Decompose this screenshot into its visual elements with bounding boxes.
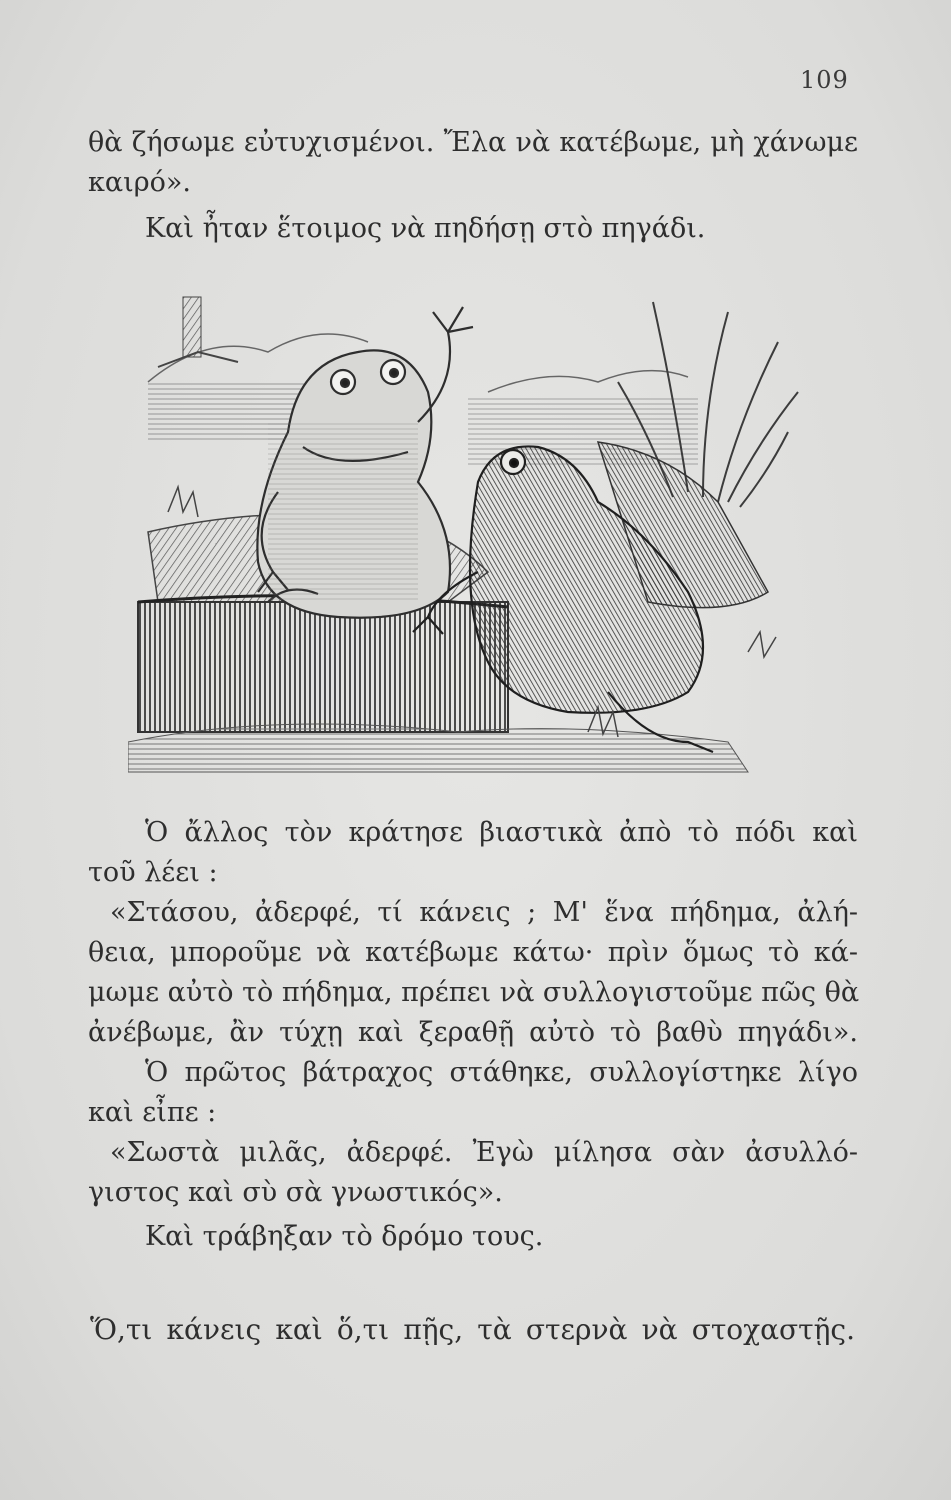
text-line: θὰ ζήσωμε εὐτυχισμένοι. Ἔλα νὰ κατέβωμε, μὴ χάνωμε bbox=[88, 127, 858, 158]
text-line: τοῦ λέει : bbox=[88, 857, 218, 888]
two-frogs-at-well-illustration bbox=[128, 272, 818, 782]
text-line: Καὶ ἦταν ἕτοιμος νὰ πηδήσῃ στὸ πηγάδι. bbox=[145, 213, 706, 244]
moral-line: Ὅ,τι κάνεις καὶ ὅ,τι πῇς, τὰ στερνὰ νὰ στοχαστῇς. bbox=[90, 1313, 855, 1346]
text-line: καιρό». bbox=[88, 167, 191, 198]
text-line: γιστος καὶ σὺ σὰ γνωστικός». bbox=[88, 1177, 503, 1208]
page-number: 109 bbox=[800, 66, 849, 94]
text-line: Ὁ πρῶτος βάτραχος στάθηκε, συλλογίστηκε λίγο bbox=[145, 1057, 858, 1088]
text-line: μωμε αὐτὸ τὸ πήδημα, πρέπει νὰ συλλογιστοῦμε πῶς θὰ bbox=[88, 977, 860, 1008]
text-line: «Σωστὰ μιλᾶς, ἀδερφέ. Ἐγὼ μίλησα σὰν ἀσυλλό- bbox=[110, 1137, 858, 1168]
text-line: καὶ εἶπε : bbox=[88, 1097, 217, 1128]
text-line: «Στάσου, ἀδερφέ, τί κάνεις ; Μ' ἕνα πήδημα, ἀλή- bbox=[110, 897, 858, 928]
text-line: Ὁ ἄλλος τὸν κράτησε βιαστικὰ ἀπὸ τὸ πόδι καὶ bbox=[145, 817, 858, 848]
text-line: ἀνέβωμε, ἂν τύχῃ καὶ ξεραθῇ αὐτὸ τὸ βαθὺ πηγάδι». bbox=[88, 1017, 858, 1048]
text-line: θεια, μποροῦμε νὰ κατέβωμε κάτω· πρὶν ὅμως τὸ κά- bbox=[88, 937, 858, 968]
text-line: Καὶ τράβηξαν τὸ δρόμο τους. bbox=[145, 1221, 544, 1252]
